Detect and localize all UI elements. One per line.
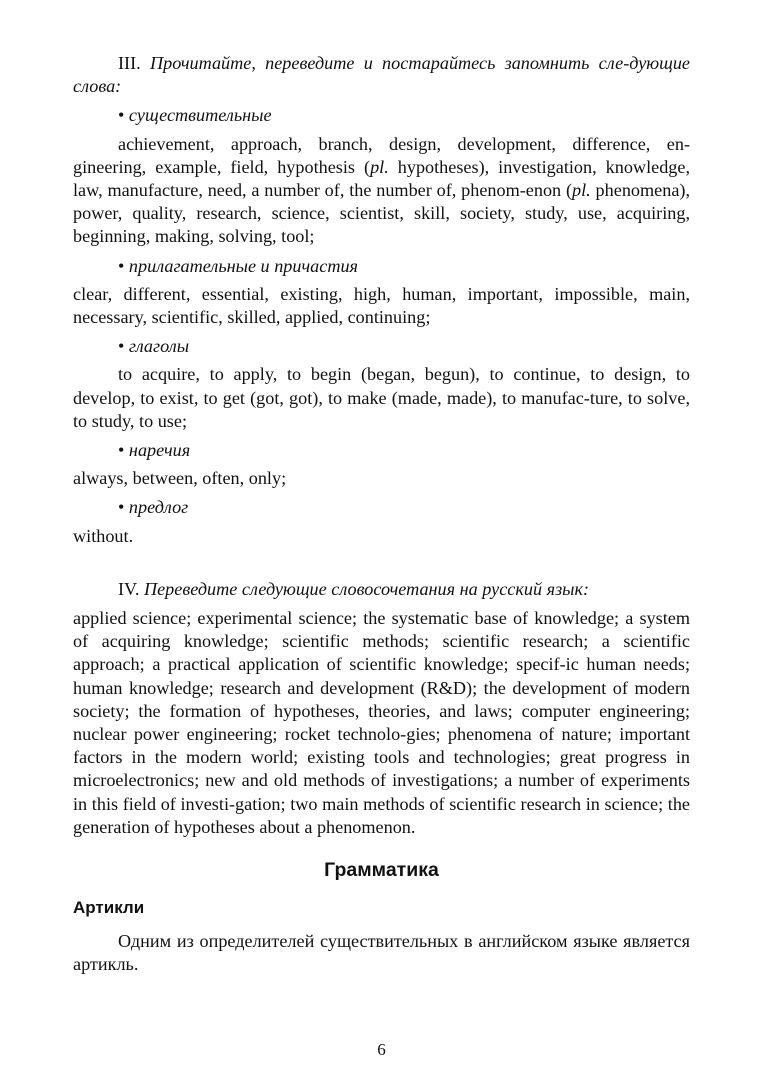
exercise-4-number: IV. — [118, 578, 140, 599]
verbs-label: глаголы — [128, 336, 190, 357]
exercise-3-title — [73, 52, 690, 98]
bullet-verbs — [73, 335, 690, 358]
plural-abbr: pl. — [572, 180, 591, 201]
page-number: 6 — [377, 1040, 386, 1059]
phrases-list: applied science; experimental science; the systematic base of knowledge; a system of acquiring knowledge; scientific methods; scientific research; a scientific approach; a practical application of scientific knowledge; specif-ic human needs; human knowledge; research and development (R&D); the development of modern society; the formation of hypotheses, theories, and laws; computer engineering; nuclear power engineering; rocket technolo-gies; phenomena of nature; important factors in the modern world; existing tools and technologies; great progress in microelectronics; new and old methods of investigations; a number of experiments in this field of investi-gation; two main methods of scientific research in science; the generation of hypotheses about a phenomenon. — [73, 608, 690, 837]
bullet-nouns — [73, 104, 690, 127]
grammar-heading: Грамматика — [324, 859, 439, 882]
preposition-list: without. — [73, 525, 134, 546]
nouns-text-a: achievement, approach, branch, design, development, difference, en-gineering, example, field, hypothesis ( — [73, 133, 690, 177]
exercise-3-number: III. — [118, 53, 141, 73]
exercise-4-title — [73, 578, 690, 601]
bullet-icon: • — [118, 497, 125, 518]
bullet-adverbs — [73, 439, 690, 462]
adverbs-label: наречия — [128, 440, 191, 461]
preposition-label: предлог — [128, 497, 189, 518]
bullet-preposition — [73, 496, 690, 519]
nouns-label: существительные — [128, 105, 272, 126]
bullet-icon: • — [118, 336, 125, 357]
articles-text: Одним из определителей существительных в английском языке является артикль. — [73, 930, 690, 974]
nouns-list — [73, 133, 690, 249]
page-body — [73, 52, 690, 976]
adverbs-list: always, between, often, only; — [73, 468, 287, 489]
verbs-list: to acquire, to apply, to begin (began, begun), to continue, to design, to develop, to exist, to get (got, got), to make (made, made), to manufac-ture, to solve, to study, to use; — [73, 364, 690, 431]
adjectives-label: прилагательные и причастия — [128, 255, 359, 276]
articles-subheading: Артикли — [73, 898, 145, 918]
nouns-text-c: phenomena), power, quality, research, science, scientist, skill, society, study, use, acquiring, beginning, making, solving, tool; — [73, 180, 690, 247]
nouns-text-b: hypotheses), investigation, knowledge, law, manufacture, need, a number of, the number of, phenom-enon ( — [73, 156, 690, 201]
bullet-adjectives — [73, 255, 690, 278]
plural-abbr: pl. — [370, 156, 389, 177]
adjectives-list: clear, different, essential, existing, high, human, important, impossible, main, necessary, scientific, skilled, applied, continuing; — [73, 283, 690, 328]
exercise-3-instruction: Прочитайте, переведите и постарайтесь запомнить сле-дующие слова: — [73, 53, 691, 97]
bullet-icon: • — [118, 440, 125, 461]
bullet-icon: • — [118, 105, 125, 126]
bullet-icon: • — [118, 255, 125, 276]
exercise-4-instruction: Переведите следующие словосочетания на русский язык: — [143, 578, 590, 599]
